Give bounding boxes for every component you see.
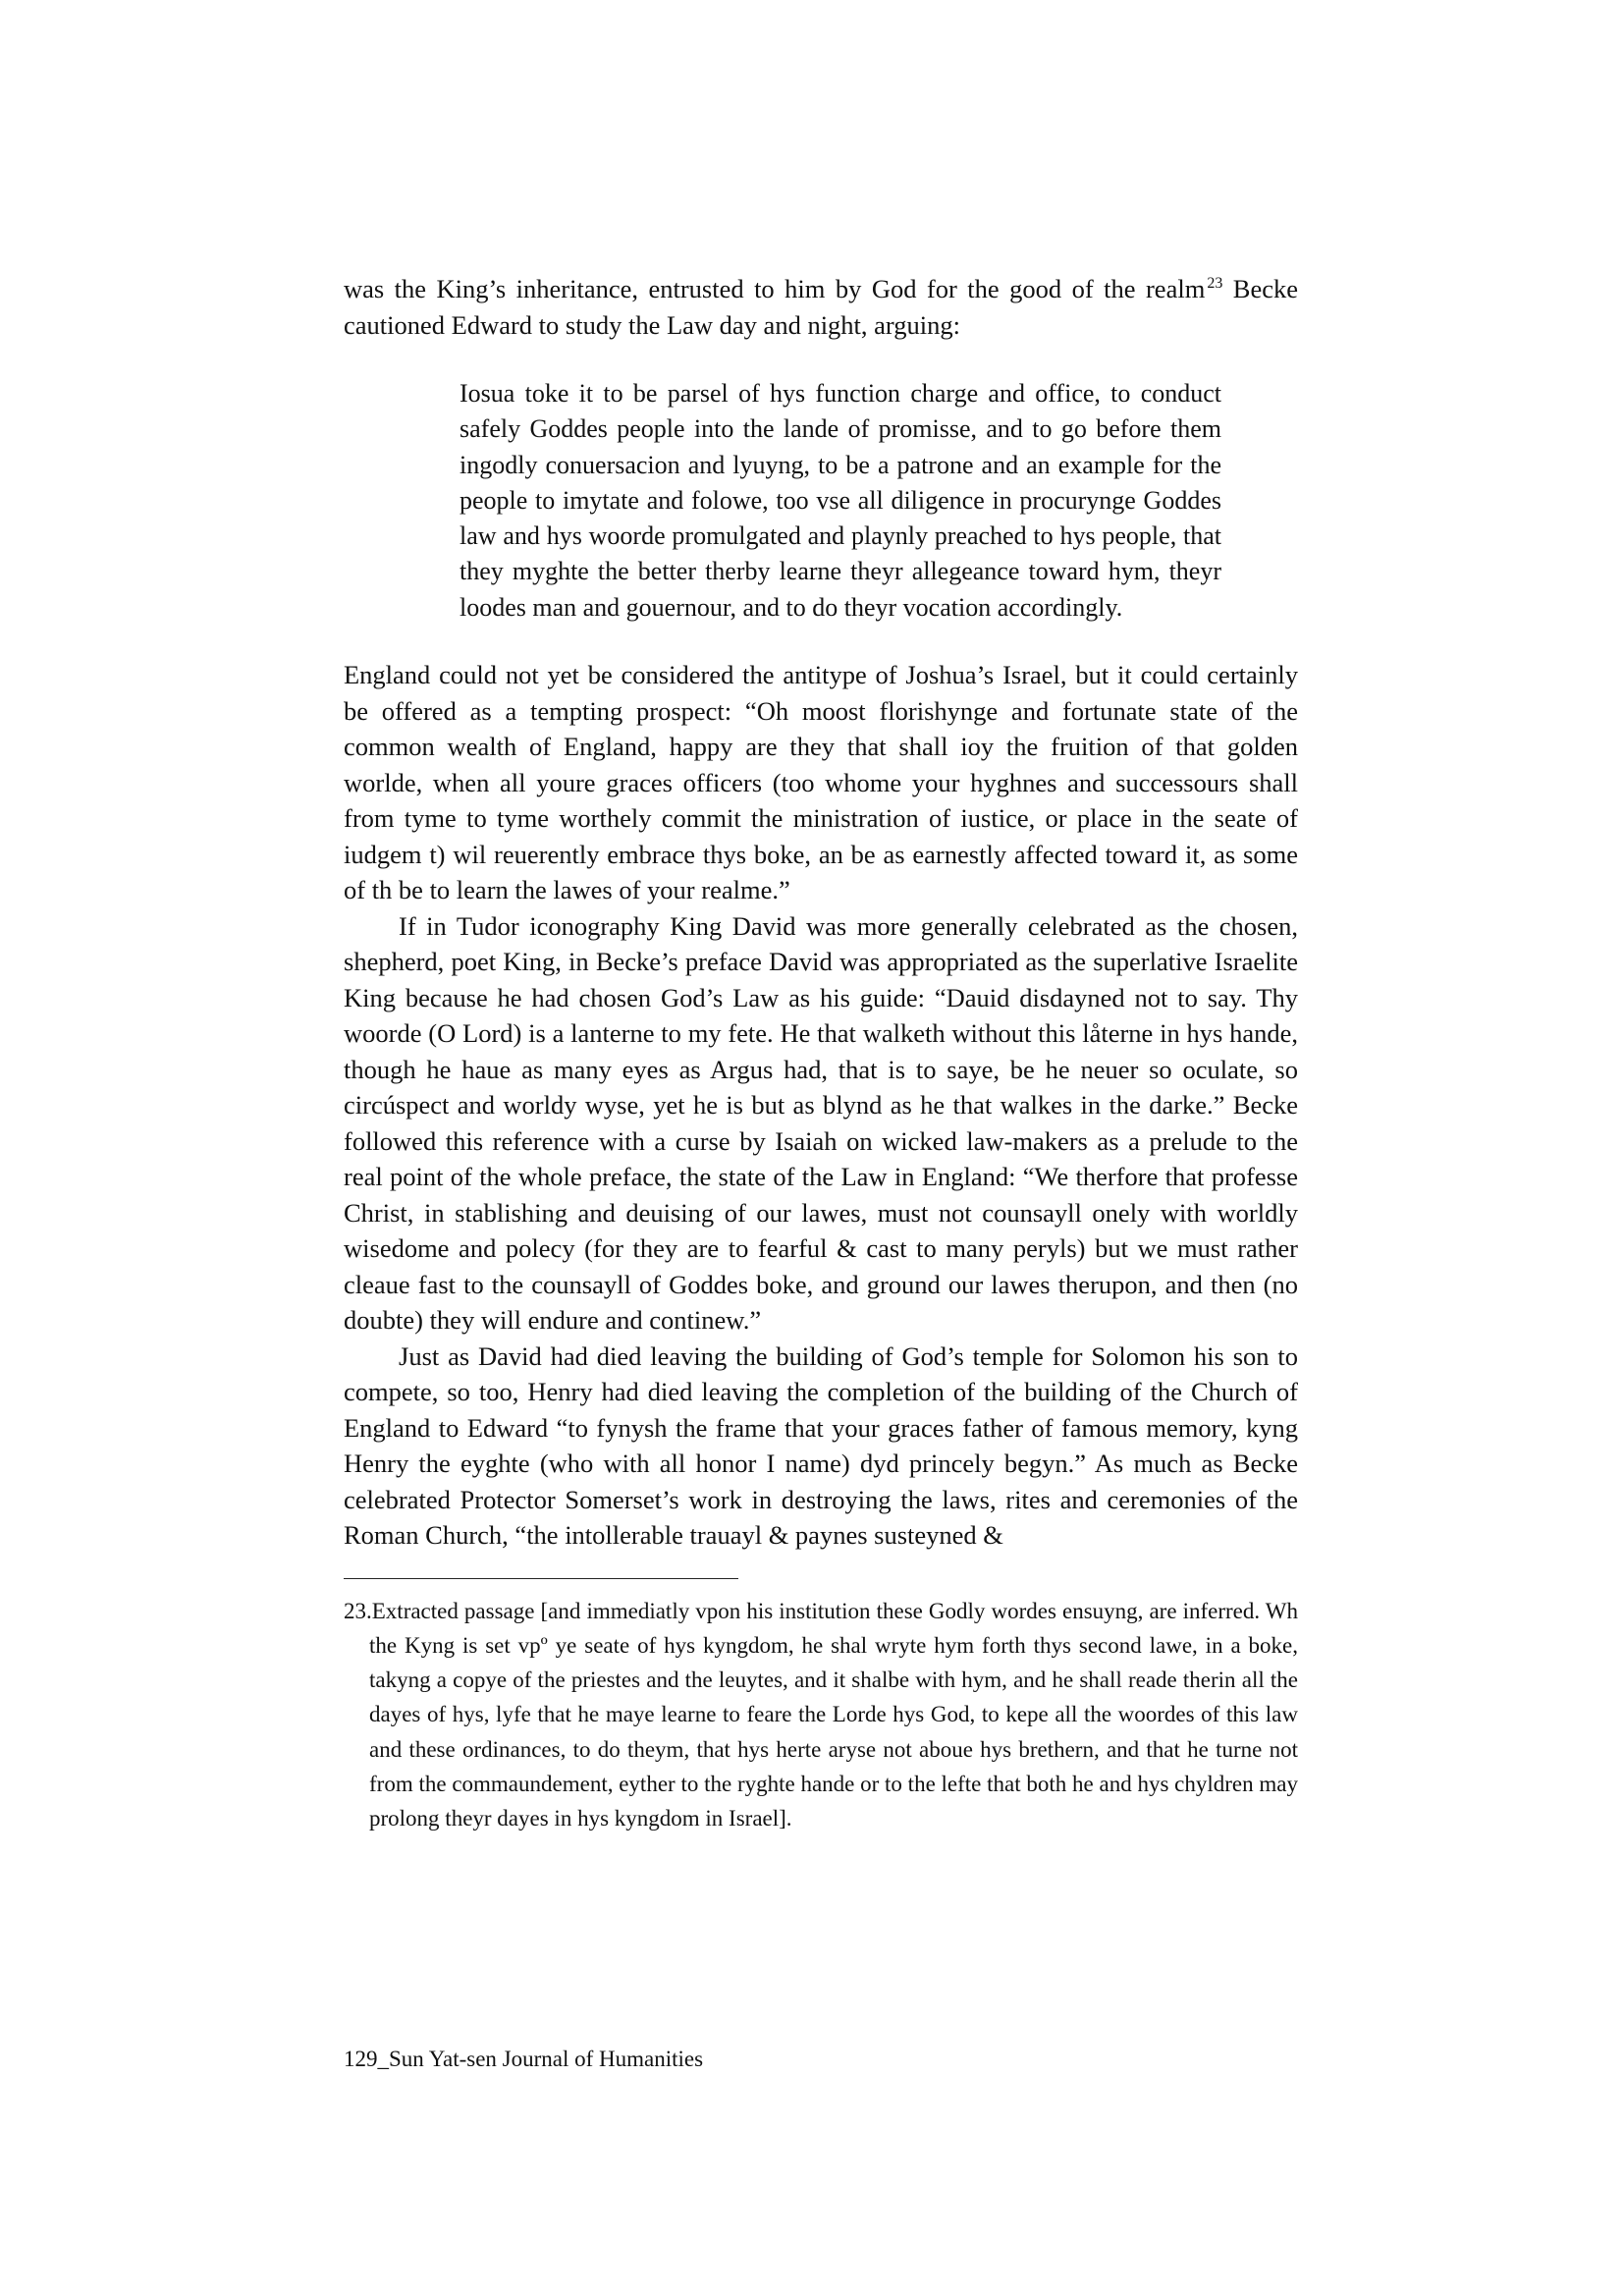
paragraph-text: was the King’s inheritance, entrusted to him by God for the good of the realm: [344, 274, 1206, 303]
body-paragraph-2: England could not yet be considered the antitype of Joshua’s Israel, but it could certainly be offered as a tempting prospect: “Oh moost florishynge and fortunate state of the common wealth of England, happy are they that shall ioy the fruition of that golden worlde, when all youre graces officers (too whome your hyghnes and successours shall from tyme to tyme worthely commit the ministration of iustice, or place in the seate of iudgem t) wil reuerently embrace thys boke, an be as earnestly affected toward it, as some of th be to learn the lawes of your realme.”: [344, 660, 1298, 905]
page-content: [344, 271, 1298, 1836]
footnote-reference[interactable]: 23: [1207, 275, 1223, 293]
block-quote: Iosua toke it to be parsel of hys function charge and office, to conduct safely Goddes people into the lande of promisse, and to go before them ingodly conuersacion and lyuyng, to be a patrone and an example for the people to imytate and folowe, too vse all diligence in procurynge Goddes law and hys woorde promulgated and playnly preached to hys people, that they myghte the better therby learne theyr allegeance toward hym, theyr loodes man and gouernour, and to do theyr vocation accordingly.: [460, 379, 1221, 622]
paragraph-text-continued: Becke cautioned Edward to study the Law day and night, arguing:: [344, 274, 1298, 340]
body-paragraph-4: Just as David had died leaving the building of God’s temple for Solomon his son to compete, so too, Henry had died leaving the completion of the building of the Church of England to Edward “to fynysh the frame that your graces father of famous memory, kyng Henry the eyghte (who with all honor I name) dyd princely begyn.” As much as Becke celebrated Protector Somerset’s work in destroying the laws, rites and ceremonies of the Roman Church, “the intollerable trauayl & paynes susteyned &: [344, 1340, 1298, 1551]
footnote-separator: [344, 1578, 738, 1579]
footnote-23: 23.Extracted passage [and immediatly vpon his institution these Godly wordes ensuyng, are inferred. Wh the Kyng is set vpº ye seate of hys kyngdom, he shal wryte hym forth thys second lawe, in a boke, takyng a copye of the priestes and the leuytes, and it shalbe with hym, and he shall reade therin all the dayes of hys, lyfe that he maye learne to feare the Lorde hys God, to kepe all the woordes of this law and these ordinances, to do theym, that hys herte aryse not aboue hys brethern, and that he turne not from the commaundement, eyther to the ryghte hande or to the lefte that both he and hys chyldren may prolong theyr dayes in hys kyngdom in Israel].: [344, 1598, 1298, 1831]
page-folio: 129_Sun Yat-sen Journal of Humanities: [344, 2047, 704, 2071]
body-paragraph-1: [344, 271, 1298, 343]
body-paragraph-3: If in Tudor iconography King David was more generally celebrated as the chosen, shepherd, poet King, in Becke’s preface David was appropriated as the superlative Israelite King because he had chosen God’s Law as his guide: “Dauid disdayned not to say. Thy woorde (O Lord) is a lanterne to my fete. He that walketh without this låterne in hys hande, though he haue as many eyes as Argus had, that is to saye, be he neuer so oculate, so circúspect and worldy wyse, yet he is but as blynd as he that walkes in the darke.” Becke followed this reference with a curse by Isaiah on wicked law-makers as a prelude to the real point of the whole preface, the state of the Law in England: “We therfore that professe Christ, in stablishing and deuising of our lawes, must not counsayll onely with worldly wisedome and polecy (for they are to fearful & cast to many peryls) but we must rather cleaue fast to the counsayll of Goddes boke, and ground our lawes therupon, and then (no doubte) they will endure and continew.”: [344, 910, 1298, 1336]
